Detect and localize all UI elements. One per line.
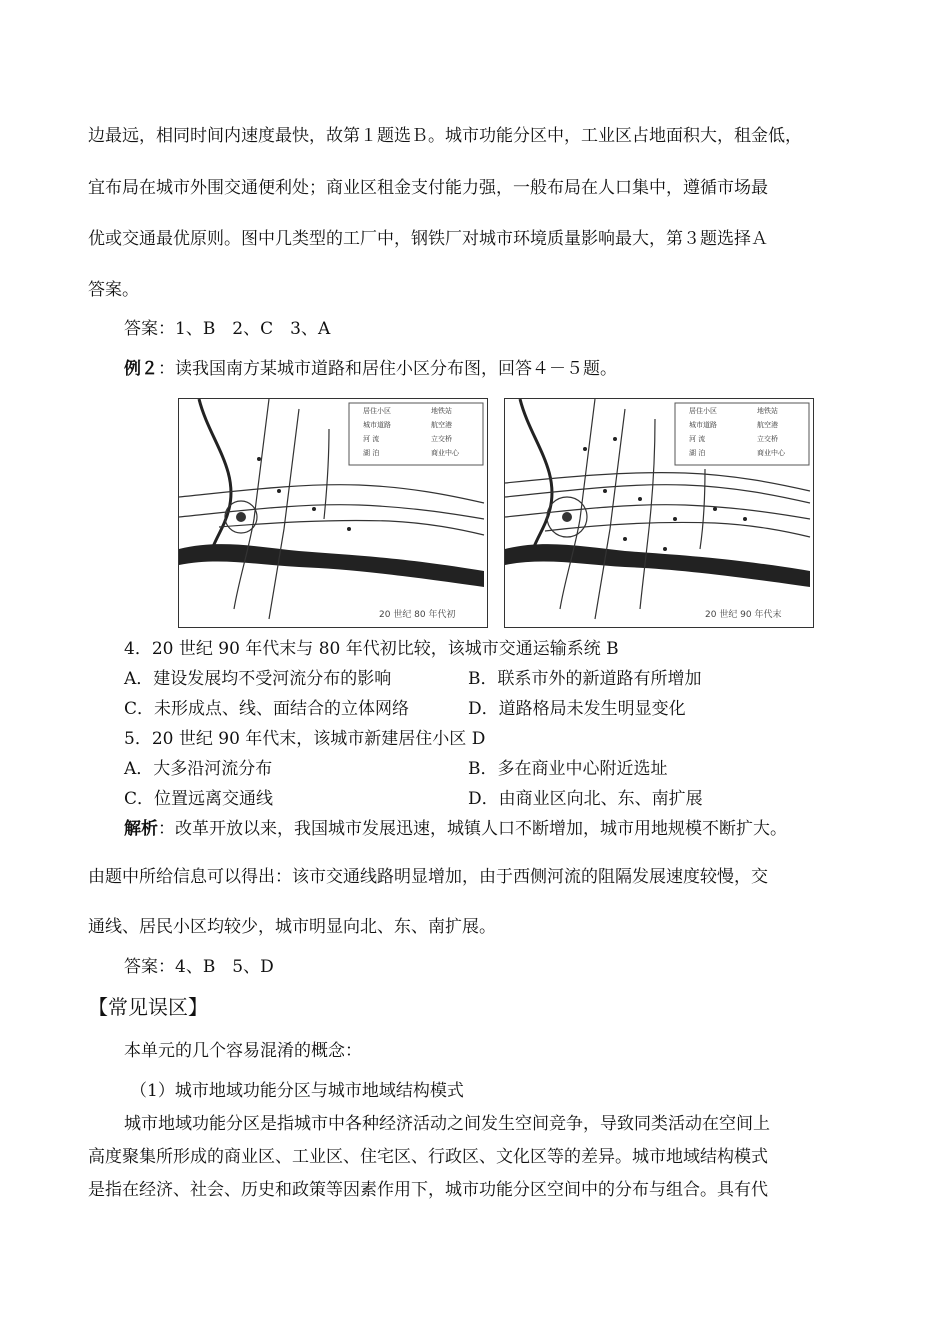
map-1990s [504, 398, 814, 628]
analysis-line-1 [124, 818, 787, 840]
point-1-title: （1）城市地域功能分区与城市地域结构模式 [130, 1081, 464, 1101]
point-1-body-line: 城市地域功能分区是指城市中各种经济活动之间发生空间竞争，导致同类活动在空间上 [124, 1114, 770, 1134]
paragraph-line: 宜布局在城市外围交通便利处；商业区租金支付能力强，一般布局在人口集中，遵循市场最 [88, 178, 768, 198]
legend-subway: 地铁站 [431, 407, 452, 415]
paragraph-line: 优或交通最优原则。图中几类型的工厂中，钢铁厂对城市环境质量影响最大，第３题选择Ａ [88, 229, 768, 249]
analysis-line-2: 由题中所给信息可以得出：该市交通线路明显增加，由于西侧河流的阻隔发展速度较慢，交 [88, 867, 768, 887]
question-4-option-a: A．建设发展均不受河流分布的影响 [124, 669, 392, 689]
map-caption: 20 世纪 90 年代末 [705, 610, 782, 620]
legend-road: 城市道路 [689, 421, 717, 429]
legend-airport: 航空港 [757, 421, 778, 429]
legend-residential: 居住小区 [363, 407, 391, 415]
city-maps-figure [178, 398, 816, 628]
question-5-option-a: A．大多沿河流分布 [124, 759, 273, 779]
legend-airport: 航空港 [431, 421, 452, 429]
question-4-option-d: D．道路格局未发生明显变化 [468, 699, 686, 719]
question-5-stem: 5．20 世纪 90 年代末，该城市新建居住小区 D [124, 729, 486, 749]
question-4-option-b: B．联系市外的新道路有所增加 [468, 669, 702, 689]
section-title: 【常见误区】 [88, 995, 208, 1019]
example-heading [124, 358, 617, 380]
example-label: 例２ [124, 359, 158, 379]
analysis-line-3: 通线、居民小区均较少，城市明显向北、东、南扩展。 [88, 917, 496, 937]
question-5-option-b: B．多在商业中心附近选址 [468, 759, 668, 779]
analysis-label: 解析 [124, 819, 158, 839]
legend-river: 河 流 [363, 435, 380, 443]
legend-interchange: 立交桥 [431, 435, 452, 443]
analysis-text: ：改革开放以来，我国城市发展迅速，城镇人口不断增加，城市用地规模不断扩大。 [158, 819, 787, 839]
answer-line: 答案：1、B 2、C 3、A [124, 319, 331, 339]
paragraph-line: 边最远，相同时间内速度最快，故第１题选Ｂ。城市功能分区中，工业区占地面积大，租金低， [88, 126, 802, 146]
point-1-body-line: 是指在经济、社会、历史和政策等因素作用下，城市功能分区空间中的分布与组合。具有代 [88, 1180, 768, 1200]
legend-road: 城市道路 [363, 421, 391, 429]
legend-residential: 居住小区 [689, 407, 717, 415]
question-5-option-c: C．位置远离交通线 [124, 789, 274, 809]
legend-subway: 地铁站 [757, 407, 778, 415]
question-4-option-c: C．未形成点、线、面结合的立体网络 [124, 699, 410, 719]
example-text: ：读我国南方某城市道路和居住小区分布图，回答４－５题。 [158, 359, 617, 379]
legend-commercial: 商业中心 [757, 449, 785, 457]
legend-interchange: 立交桥 [757, 435, 778, 443]
paragraph-line: 答案。 [88, 280, 139, 300]
map-caption: 20 世纪 80 年代初 [379, 610, 456, 620]
map-1980s [178, 398, 488, 628]
legend-lake: 湖 泊 [363, 449, 380, 457]
legend-commercial: 商业中心 [431, 449, 459, 457]
answer-line: 答案：4、B 5、D [124, 957, 274, 977]
point-1-body-line: 高度聚集所形成的商业区、工业区、住宅区、行政区、文化区等的差异。城市地域结构模式 [88, 1147, 768, 1167]
question-5-option-d: D．由商业区向北、东、南扩展 [468, 789, 703, 809]
section-intro: 本单元的几个容易混淆的概念： [124, 1041, 362, 1061]
legend-lake: 湖 泊 [689, 449, 706, 457]
legend-river: 河 流 [689, 435, 706, 443]
question-4-stem: 4．20 世纪 90 年代末与 80 年代初比较，该城市交通运输系统 B [124, 639, 619, 659]
